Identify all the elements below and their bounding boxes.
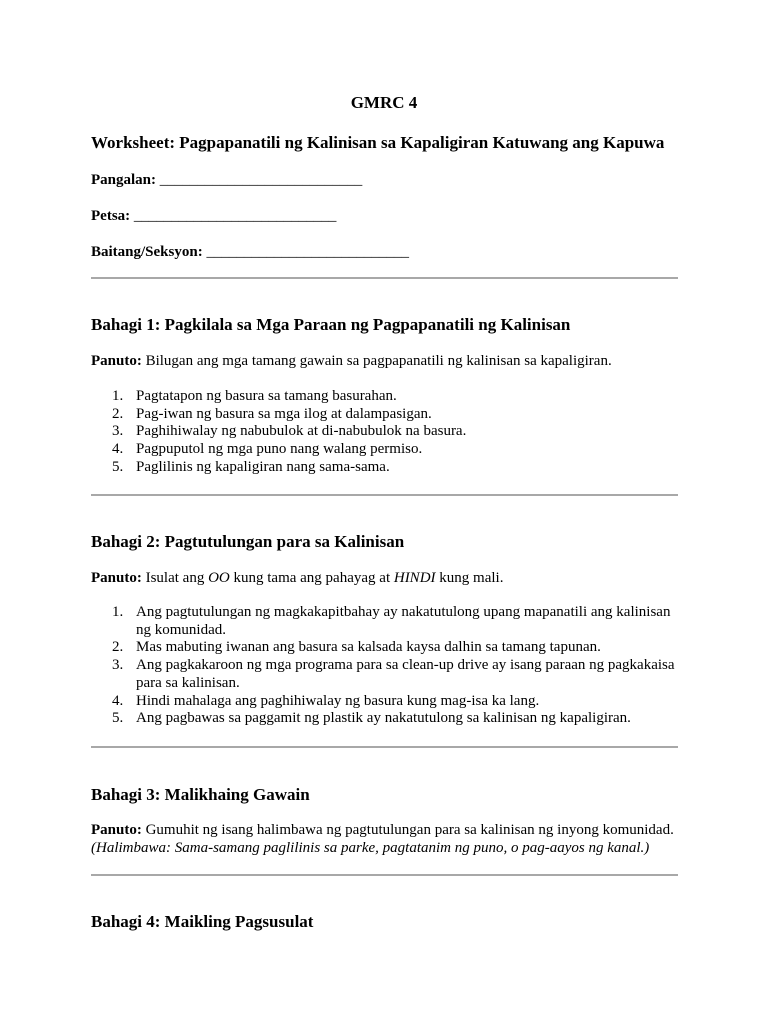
part2-list — [91, 604, 691, 728]
item-number: 2. — [112, 639, 124, 656]
part2-instruction-hindi: HINDI — [393, 570, 436, 586]
list-item — [91, 406, 684, 424]
item-number: 1. — [112, 604, 124, 620]
grade-section-blank: ___________________________ — [206, 244, 409, 260]
list-item — [91, 459, 684, 477]
part2-heading: Bahagi 2: Pagtutulungan para sa Kalinisan — [91, 532, 405, 551]
part3-instruction — [91, 821, 691, 857]
part1-list — [91, 388, 691, 477]
part2-instruction — [91, 569, 691, 587]
list-item — [91, 657, 684, 692]
item-text: Ang pagtutulungan ng magkakapitbahay ay nakatutulong upang mapanatili ang kalinisan ng komunidad. — [136, 604, 671, 638]
item-number: 2. — [112, 405, 124, 422]
grade-section-label: Baitang/Seksyon: — [91, 244, 203, 260]
item-text: Pag-iwan ng basura sa mga ilog at dalampasigan. — [136, 405, 432, 422]
grade-section-field — [91, 243, 409, 261]
name-field — [91, 171, 362, 189]
item-text: Mas mabuting iwanan ang basura sa kalsada kaysa dalhin sa tamang tapunan. — [136, 639, 601, 656]
part2-instruction-label: Panuto: — [91, 570, 142, 586]
divider — [91, 277, 678, 279]
list-item — [91, 441, 684, 459]
part1-instruction-label: Panuto: — [91, 353, 142, 369]
item-text: Hindi mahalaga ang paghihiwalay ng basura kung mag-isa ka lang. — [136, 692, 540, 709]
date-field — [91, 207, 336, 225]
item-number: 3. — [112, 423, 124, 440]
item-number: 3. — [112, 657, 124, 674]
divider — [91, 874, 678, 876]
item-text: Paglilinis ng kapaligiran nang sama-sama. — [136, 458, 390, 475]
list-item — [91, 693, 684, 711]
list-item — [91, 604, 684, 639]
list-item — [91, 710, 684, 728]
name-label: Pangalan: — [91, 172, 157, 188]
list-item — [91, 388, 684, 406]
part4-heading: Bahagi 4: Maikling Pagsusulat — [91, 912, 314, 931]
list-item — [91, 423, 684, 441]
worksheet-title: Worksheet: Pagpapanatili ng Kalinisan sa Kapaligiran Katuwang ang Kapuwa — [91, 133, 665, 152]
item-text: Ang pagbawas sa paggamit ng plastik ay nakatutulong sa kalinisan ng kapaligiran. — [136, 710, 631, 727]
document-title: GMRC 4 — [350, 93, 418, 112]
item-number: 4. — [112, 441, 124, 458]
divider — [91, 746, 678, 748]
part1-instruction-text: Bilugan ang mga tamang gawain sa pagpapanatili ng kalinisan sa kapaligiran. — [145, 353, 612, 369]
name-blank: ___________________________ — [159, 172, 363, 188]
part2-instruction-text: kung tama ang pahayag at — [233, 570, 391, 586]
list-item — [91, 639, 684, 657]
part3-heading: Bahagi 3: Malikhaing Gawain — [91, 785, 310, 804]
date-label: Petsa: — [91, 208, 131, 224]
part2-instruction-text: Isulat ang — [145, 570, 205, 586]
item-text: Ang pagkakaroon ng mga programa para sa clean-up drive ay isang paraan ng pagkakaisa para sa kalinisan. — [136, 657, 675, 691]
part3-instruction-text: Gumuhit ng isang halimbawa ng pagtutulungan para sa kalinisan ng inyong komunidad. — [145, 822, 674, 838]
date-blank: ___________________________ — [133, 208, 337, 224]
part1-heading: Bahagi 1: Pagkilala sa Mga Paraan ng Pagpapanatili ng Kalinisan — [91, 315, 571, 334]
item-text: Pagtatapon ng basura sa tamang basurahan. — [136, 388, 397, 404]
item-text: Paghihiwalay ng nabubulok at di-nabubulok na basura. — [136, 423, 467, 440]
item-number: 4. — [112, 692, 124, 709]
item-number: 5. — [112, 710, 124, 727]
part3-instruction-label: Panuto: — [91, 822, 142, 838]
part2-instruction-oo: OO — [208, 570, 230, 586]
part3-example: (Halimbawa: Sama-samang paglilinis sa parke, pagtatanim ng puno, o pag-aayos ng kanal.) — [91, 840, 650, 856]
item-number: 5. — [112, 458, 124, 475]
divider — [91, 494, 678, 496]
part1-instruction — [91, 352, 691, 370]
item-number: 1. — [112, 388, 124, 404]
item-text: Pagpuputol ng mga puno nang walang permiso. — [136, 441, 423, 458]
part2-instruction-text: kung mali. — [439, 570, 504, 586]
